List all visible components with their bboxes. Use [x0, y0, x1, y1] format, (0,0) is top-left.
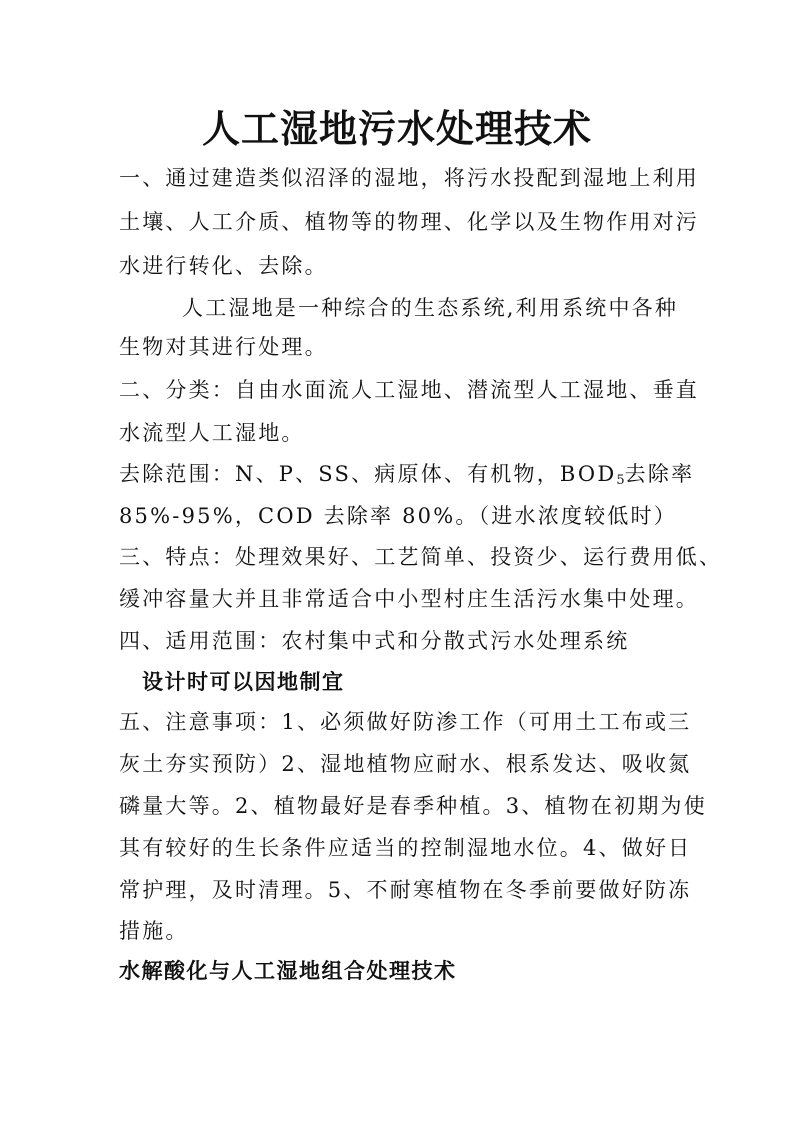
section1-line2: 土壤、人工介质、植物等的物理、化学以及生物作用对污 [119, 210, 699, 234]
section3-line2: 缓冲容量大并且非常适合中小型村庄生活污水集中处理。 [119, 587, 699, 611]
section4-line1: 四、适用范围：农村集中式和分散式污水处理系统 [119, 629, 630, 653]
subheading: 水解酸化与人工湿地组合处理技术 [119, 959, 457, 983]
section5-line6: 措施。 [119, 919, 189, 943]
section5-line2: 灰土夯实预防）2、湿地植物应耐水、根系发达、吸收氮 [119, 752, 692, 776]
section5-line5: 常护理，及时清理。5、不耐寒植物在冬季前要做好防冻 [119, 878, 692, 902]
removal-line2: 85%-95%，COD 去除率 80%。（进水浓度较低时） [119, 504, 677, 528]
para2-line2: 生物对其进行处理。 [119, 335, 328, 359]
section2-line1: 二、分类：自由水面流人工湿地、潜流型人工湿地、垂直 [119, 378, 699, 402]
section5-line1: 五、注意事项：1、必须做好防渗工作（可用土工布或三 [119, 710, 692, 734]
section2-line2: 水流型人工湿地。 [119, 421, 305, 445]
para2-line1: 人工湿地是一种综合的生态系统,利用系统中各种 [182, 296, 679, 320]
document-title: 人工湿地污水处理技术 [201, 107, 592, 151]
removal-line1 [119, 458, 694, 497]
section4-line2: 设计时可以因地制宜 [142, 670, 345, 694]
section1-line1: 一、通过建造类似沼泽的湿地，将污水投配到湿地上利用 [119, 166, 699, 190]
removal-prefix: 去除范围：N、P、SS、病原体、有机物，BOD [119, 462, 617, 486]
section5-line4: 其有较好的生长条件应适当的控制湿地水位。4、做好日 [119, 836, 692, 860]
section3-line1: 三、特点：处理效果好、工艺简单、投资少、运行费用低、 [119, 545, 723, 569]
bod-subscript: 5 [616, 473, 625, 488]
section5-line3: 磷量大等。2、植物最好是春季种植。3、植物在初期为使 [119, 794, 707, 818]
section1-line3: 水进行转化、去除。 [119, 254, 328, 278]
removal-suffix: 去除率 [624, 462, 695, 486]
